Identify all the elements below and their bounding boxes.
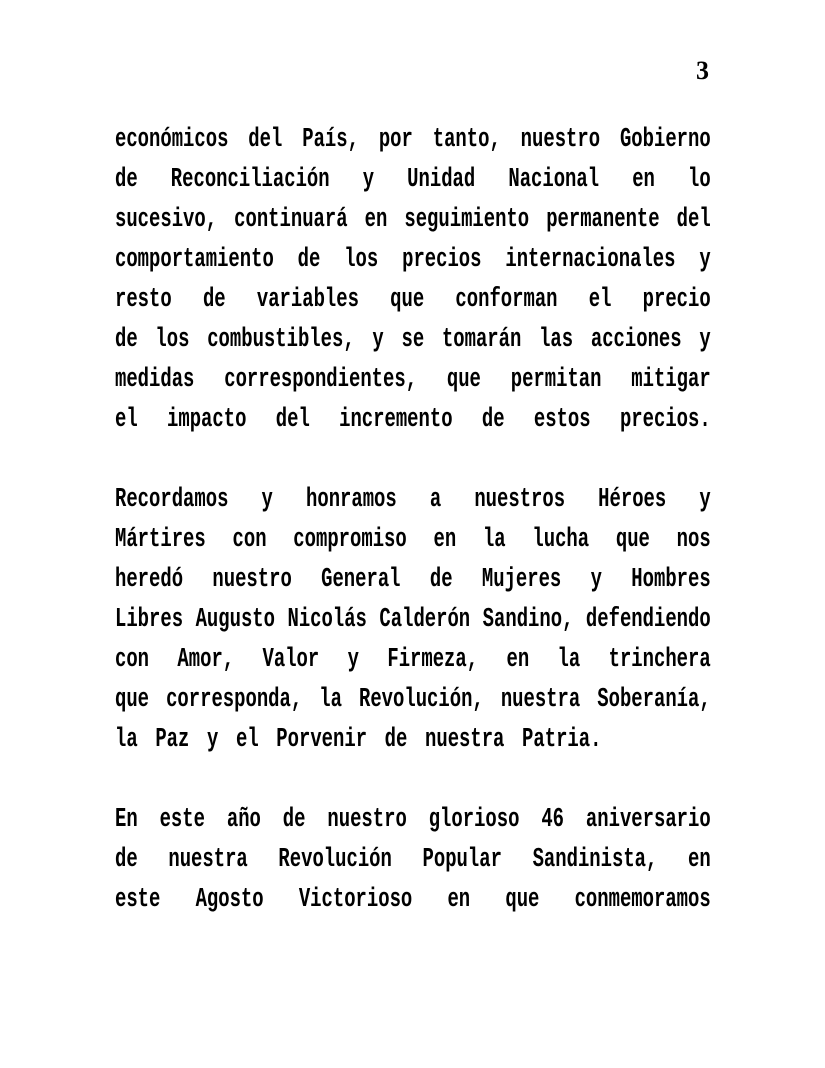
text-line: heredó nuestro General de Mujeres y Hombres	[115, 565, 711, 595]
text-line: el impacto del incremento de estos precios.	[115, 405, 711, 435]
text-line: Libres Augusto Nicolás Calderón Sandino, defendiendo	[115, 605, 711, 635]
text-line: económicos del País, por tanto, nuestro Gobierno	[115, 125, 711, 155]
text-line: medidas correspondientes, que permitan mitigar	[115, 365, 711, 395]
page-number: 3	[696, 56, 709, 85]
text-line: con Amor, Valor y Firmeza, en la trinchera	[115, 645, 711, 675]
paragraph-fuel-prices	[115, 120, 711, 440]
text-line: de los combustibles, y se tomarán las acciones y	[115, 325, 711, 355]
text-line: la Paz y el Porvenir de nuestra Patria.	[115, 725, 602, 755]
text-line: este Agosto Victorioso en que conmemoramos	[115, 885, 711, 915]
text-line: de nuestra Revolución Popular Sandinista, en	[115, 845, 711, 875]
paragraph-anniversary	[115, 800, 711, 920]
document-body	[115, 120, 711, 960]
text-line: comportamiento de los precios internacionales y	[115, 245, 711, 275]
text-line: resto de variables que conforman el precio	[115, 285, 711, 315]
text-line: Recordamos y honramos a nuestros Héroes y	[115, 485, 711, 515]
text-line: Mártires con compromiso en la lucha que nos	[115, 525, 711, 555]
text-line: En este año de nuestro glorioso 46 aniversario	[115, 805, 711, 835]
text-line: sucesivo, continuará en seguimiento permanente del	[115, 205, 711, 235]
paragraph-heroes	[115, 480, 711, 760]
text-line: de Reconciliación y Unidad Nacional en lo	[115, 165, 711, 195]
text-line: que corresponda, la Revolución, nuestra Soberanía,	[115, 685, 711, 715]
